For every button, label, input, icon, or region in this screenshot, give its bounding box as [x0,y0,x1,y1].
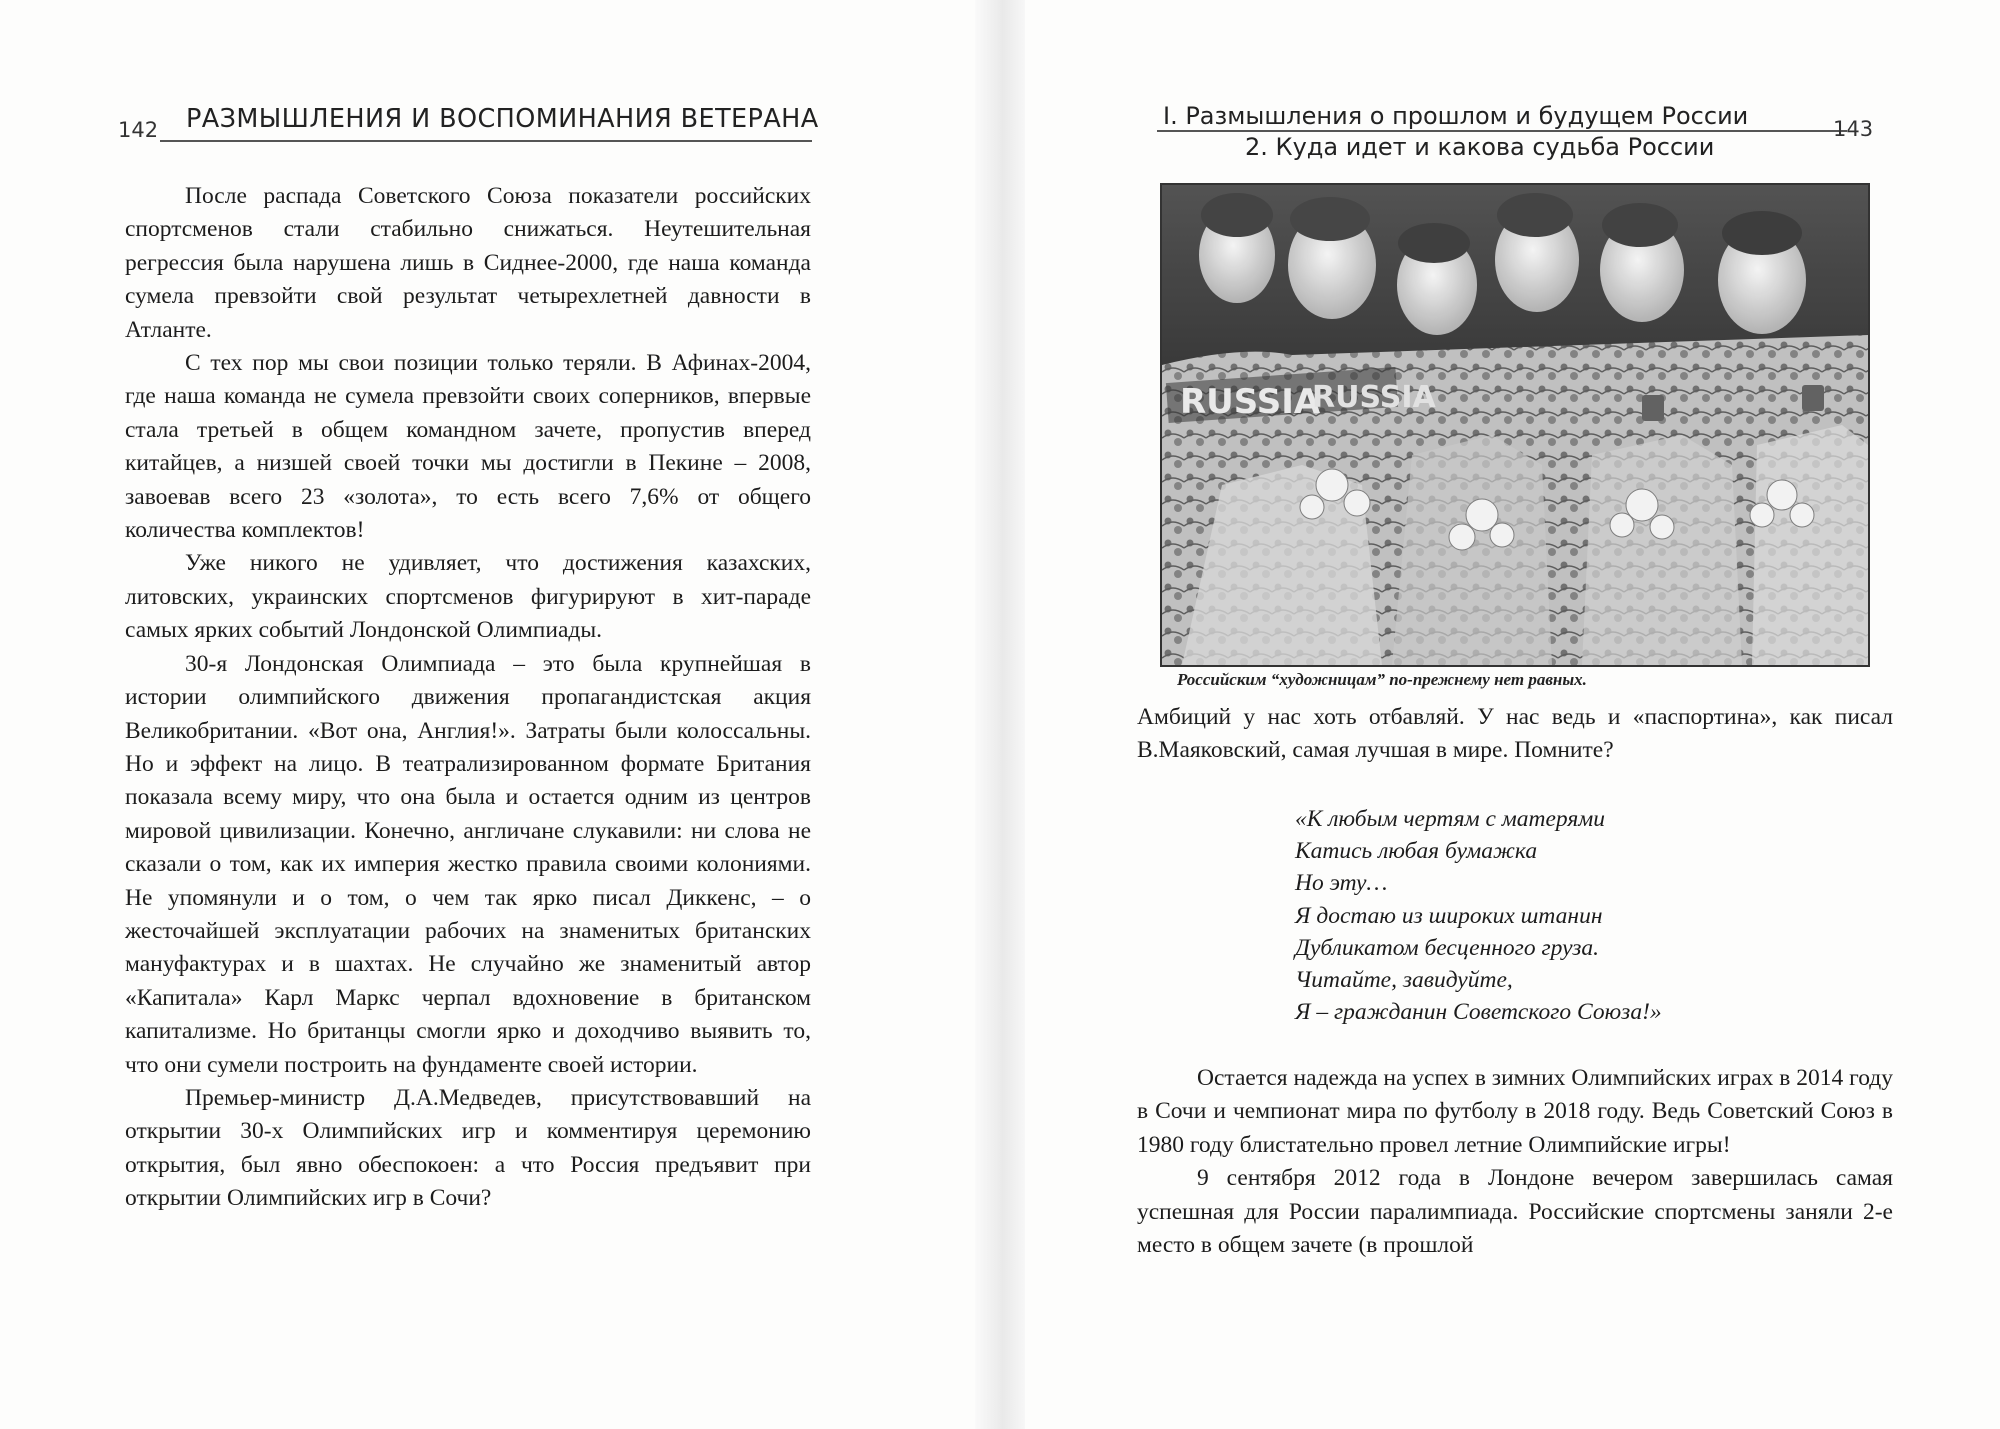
right-intro-text [1137,701,1893,767]
left-paragraph-4: 30-я Лондонская Олимпиада – это была крупнейшая в истории олимпийского движения пропагандистская акция Великобритании. «Вот она, Англия!». Затраты были колоссальны. Но и эффект на лицо. В театрализированном формате Британия показала всему миру, что она была и остается одним из центров мировой цивилизации. Конечно, англичане слукавили: ни слова не сказали о том, как их империя жестко правила своими колониями. Не упомянули и о том, о чем так ярко писал Диккенс, – о жесточайшей эксплуатации рабочих на знаменитых британских мануфактурах и в шахтах. Не случайно же знаменитый автор «Капитала» Карл Маркс черпал вдохновение в британском капитализме. Но британцы смогли ярко и доходчиво выявить то, что они сумели построить на фундаменте своей истории. [125,650,811,1078]
poem-line-3: Но эту… [1295,870,1388,897]
left-body-text [125,180,811,1216]
photo-gymnasts-image [1162,185,1868,665]
jacket-text-1: RUSSIA [1180,382,1321,422]
right-running-head-line-1: I. Размышления о прошлом и будущем России [1163,102,1749,130]
right-page-number: 143 [1833,117,1874,141]
left-paragraph-5: Премьер-министр Д.А.Медведев, присутствовавший на открытии 30-х Олимпийских игр и комментируя церемонию открытия, был явно обеспокоен: а что Россия предъявит при открытии Олимпийских игр в Сочи? [125,1084,811,1212]
left-paragraph-1: После распада Советского Союза показатели российских спортсменов стали стабильно снижаться. Неутешительная регрессия была нарушена лишь в Сиднее-2000, где наша команда сумела превзойти свой результат четырехлетней давности в Атланте. [125,183,811,343]
photo-caption: Российским “художницам” по-прежнему нет равных. [1177,670,1587,689]
left-running-head: РАЗМЫШЛЕНИЯ И ВОСПОМИНАНИЯ ВЕТЕРАНА [186,104,819,134]
photo-gymnasts [1160,183,1870,667]
right-paragraph-2: 9 сентября 2012 года в Лондоне вечером завершилась самая успешная для России паралимпиада. Российские спортсмены заняли 2-е место в общем зачете (в прошлой [1137,1165,1893,1259]
mayakovsky-poem [1295,803,1662,1028]
jacket-text-2: RUSSIA [1312,380,1436,415]
right-intro-paragraph: Амбиций у нас хоть отбавляй. У нас ведь и «паспортина», как писал В.Маяковский, самая лучшая в мире. Помните? [1137,704,1893,763]
book-gutter [975,0,1025,1429]
left-paragraph-3: Уже никого не удивляет, что достижения казахских, литовских, украинских спортсменов фигурируют в хит-параде самых ярких событий Лондонской Олимпиады. [125,550,811,644]
poem-line-4: Я достаю из широких штанин [1295,902,1603,929]
left-paragraph-2: С тех пор мы свои позиции только теряли. В Афинах-2004, где наша команда не сумела превзойти своих соперников, впервые стала третьей в общем командном зачете, пропустив вперед китайцев, а низшей своей точки мы достигли в Пекине – 2008, завоевав всего 23 «золота», то есть всего 7,6% от общего количества комплектов! [125,350,811,544]
poem-line-2: Катись любая бумажка [1295,838,1538,865]
poem-line-1: «К любым чертям с матерями [1295,806,1606,832]
right-running-head-line-2: 2. Куда идет и какова судьба России [1245,133,1715,161]
right-paragraph-1: Остается надежда на успех в зимних Олимпийских играх в 2014 году в Сочи и чемпионат мира по футболу в 2018 году. Ведь Советский Союз в 1980 году блистательно провел летние Олимпийские игры! [1137,1065,1893,1158]
poem-line-5: Дубликатом бесценного груза. [1295,934,1599,961]
left-header-rule [160,140,812,142]
right-body-text [1137,1062,1893,1262]
poem-line-7: Я – гражданин Советского Союза!» [1295,999,1662,1026]
left-page-number: 142 [118,118,159,142]
right-page [1025,0,2000,1429]
right-header-rule [1157,130,1847,132]
poem-line-6: Читайте, завидуйте, [1295,967,1513,994]
left-page [0,0,975,1429]
